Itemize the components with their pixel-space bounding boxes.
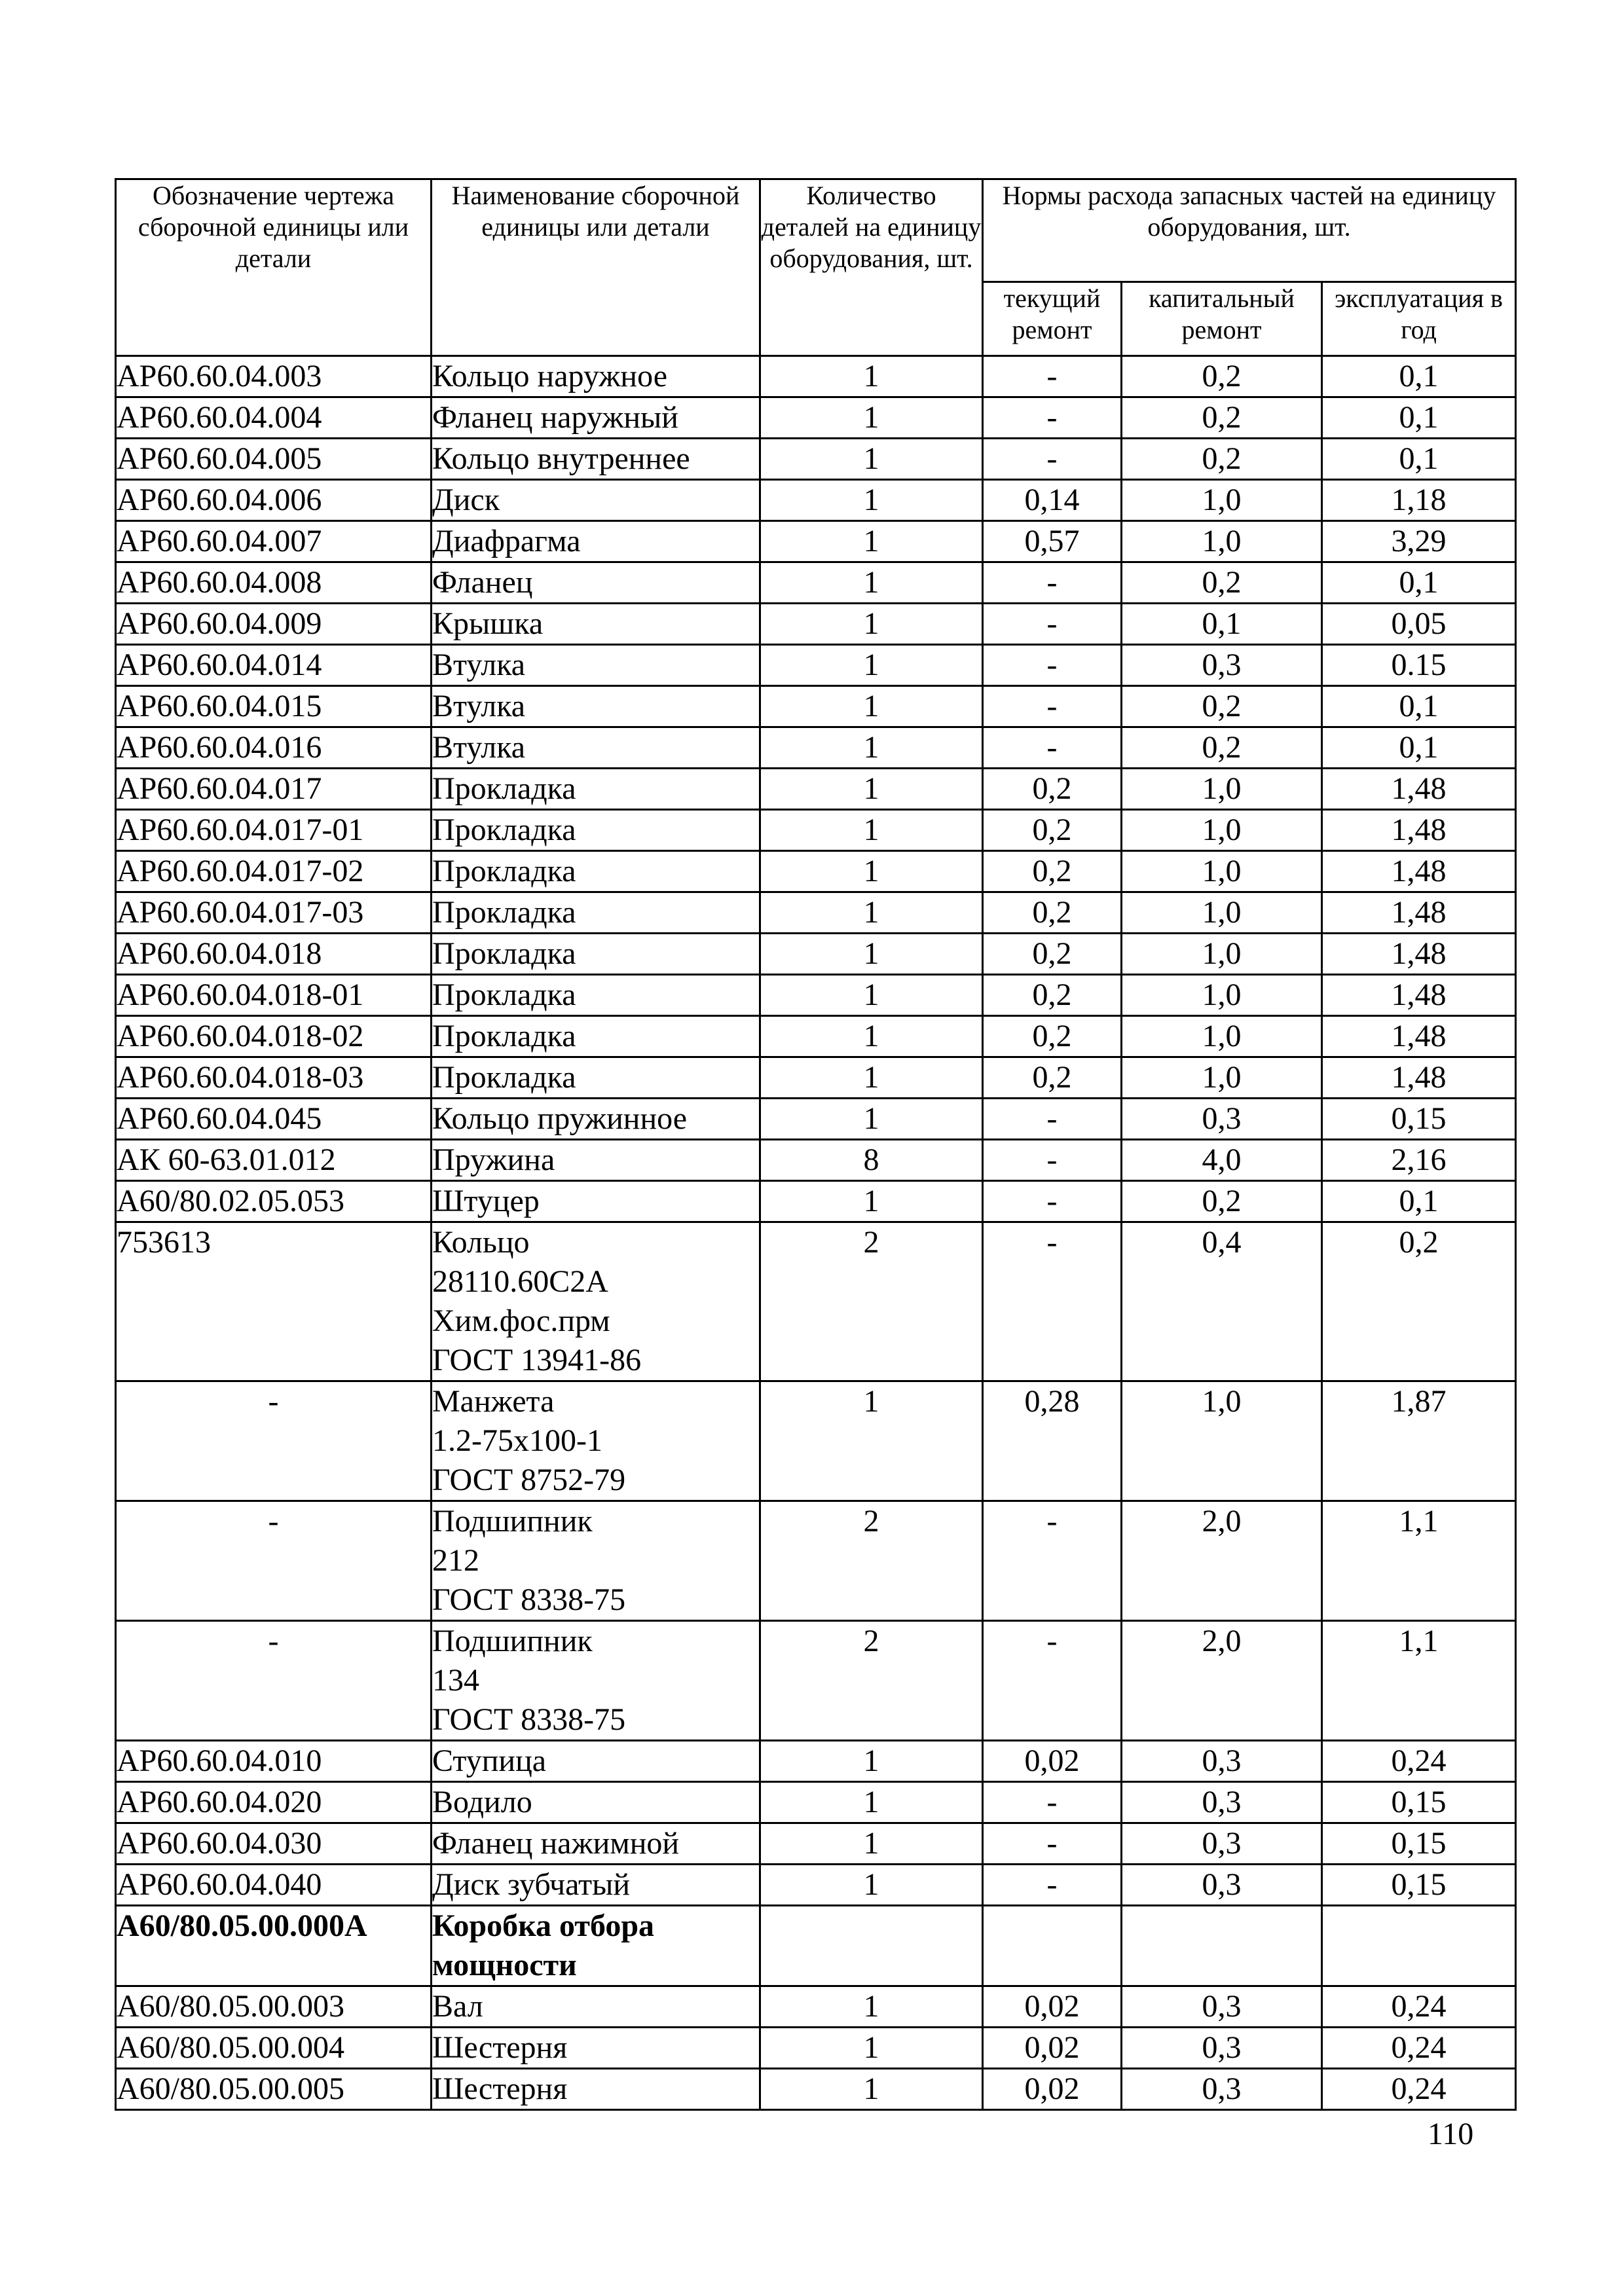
table-row: [116, 1057, 1516, 1099]
cell-quantity: 1: [760, 2028, 983, 2069]
cell-drawing-designation: А60/80.05.00.003: [116, 1986, 432, 2028]
cell-capital-repair: 1,0: [1122, 521, 1322, 562]
header-operation-per-year: эксплуатация в год: [1322, 282, 1516, 356]
cell-drawing-designation: АР60.60.04.010: [116, 1741, 432, 1782]
cell-operation-per-year: 1,48: [1322, 975, 1516, 1016]
cell-current-repair: 0,02: [983, 1986, 1122, 2028]
cell-capital-repair: 1,0: [1122, 1381, 1322, 1501]
cell-drawing-designation: АР60.60.04.003: [116, 356, 432, 397]
cell-unit-name-line: мощности: [432, 1948, 577, 1982]
cell-drawing-designation: -: [116, 1381, 432, 1501]
cell-operation-per-year: 0,15: [1322, 1099, 1516, 1140]
cell-drawing-designation: АР60.60.04.017-03: [116, 892, 432, 934]
cell-drawing-designation: АР60.60.04.015: [116, 686, 432, 727]
cell-capital-repair: 1,0: [1122, 480, 1322, 521]
cell-capital-repair: 1,0: [1122, 810, 1322, 851]
table-row: [116, 892, 1516, 934]
cell-unit-name: Диск зубчатый: [432, 1865, 760, 1906]
cell-operation-per-year: 0,2: [1322, 1222, 1516, 1381]
cell-unit-name-line: 1.2-75х100-1: [432, 1423, 602, 1458]
cell-quantity: 2: [760, 1222, 983, 1381]
table-row: [116, 1381, 1516, 1501]
cell-operation-per-year: 1,87: [1322, 1381, 1516, 1501]
cell-quantity: 2: [760, 1501, 983, 1621]
cell-current-repair: -: [983, 562, 1122, 604]
cell-unit-name: Прокладка: [432, 892, 760, 934]
cell-drawing-designation: АР60.60.04.018-02: [116, 1016, 432, 1057]
cell-operation-per-year: 0,1: [1322, 686, 1516, 727]
cell-capital-repair: 0,4: [1122, 1222, 1322, 1381]
cell-unit-name: Прокладка: [432, 810, 760, 851]
cell-capital-repair: 2,0: [1122, 1621, 1322, 1741]
cell-current-repair: -: [983, 1222, 1122, 1381]
cell-unit-name: [432, 1222, 760, 1381]
cell-operation-per-year: 0,15: [1322, 1865, 1516, 1906]
header-quantity: Количество деталей на единицу оборудования, шт.: [760, 179, 983, 356]
header-current-repair: текущий ремонт: [983, 282, 1122, 356]
header-capital-repair: капитальный ремонт: [1122, 282, 1322, 356]
cell-current-repair: -: [983, 356, 1122, 397]
cell-current-repair: 0,14: [983, 480, 1122, 521]
cell-unit-name: Прокладка: [432, 1016, 760, 1057]
cell-capital-repair: 1,0: [1122, 892, 1322, 934]
table-row: [116, 1741, 1516, 1782]
cell-quantity: 1: [760, 727, 983, 769]
cell-operation-per-year: 1,1: [1322, 1501, 1516, 1621]
cell-quantity: 1: [760, 1782, 983, 1823]
cell-unit-name-line: ГОСТ 13941-86: [432, 1343, 642, 1377]
cell-current-repair: [983, 1906, 1122, 1986]
cell-drawing-designation: АР60.60.04.008: [116, 562, 432, 604]
cell-current-repair: 0,2: [983, 1057, 1122, 1099]
cell-operation-per-year: 0,24: [1322, 2069, 1516, 2110]
table-row: [116, 1181, 1516, 1222]
cell-quantity: 1: [760, 521, 983, 562]
cell-unit-name: Прокладка: [432, 851, 760, 892]
cell-unit-name: Диск: [432, 480, 760, 521]
cell-capital-repair: 0,3: [1122, 1741, 1322, 1782]
cell-drawing-designation: АР60.60.04.017-02: [116, 851, 432, 892]
cell-quantity: [760, 1906, 983, 1986]
cell-capital-repair: 0,1: [1122, 604, 1322, 645]
cell-unit-name: Кольцо пружинное: [432, 1099, 760, 1140]
table-row: [116, 2028, 1516, 2069]
cell-operation-per-year: 1,18: [1322, 480, 1516, 521]
cell-drawing-designation: АР60.60.04.007: [116, 521, 432, 562]
cell-quantity: 1: [760, 1741, 983, 1782]
cell-unit-name-line: Хим.фос.прм: [432, 1303, 610, 1338]
header-consumption-norms: Нормы расхода запасных частей на единицу оборудования, шт.: [983, 179, 1516, 282]
cell-operation-per-year: 1,48: [1322, 934, 1516, 975]
cell-unit-name: [432, 1381, 760, 1501]
table-body: [116, 356, 1516, 2110]
cell-current-repair: 0,2: [983, 934, 1122, 975]
table-row: [116, 356, 1516, 397]
cell-quantity: 1: [760, 1865, 983, 1906]
table-row: [116, 1865, 1516, 1906]
table-row: [116, 1099, 1516, 1140]
cell-unit-name: Кольцо наружное: [432, 356, 760, 397]
table-row: [116, 1782, 1516, 1823]
table-row: [116, 727, 1516, 769]
cell-quantity: 1: [760, 686, 983, 727]
cell-capital-repair: 0,3: [1122, 2069, 1322, 2110]
cell-current-repair: -: [983, 397, 1122, 439]
cell-operation-per-year: 0.15: [1322, 645, 1516, 686]
cell-current-repair: 0,2: [983, 851, 1122, 892]
cell-quantity: 1: [760, 1016, 983, 1057]
cell-unit-name: [432, 1501, 760, 1621]
cell-quantity: 1: [760, 975, 983, 1016]
cell-current-repair: -: [983, 1181, 1122, 1222]
header-drawing-designation: Обозначение чертежа сборочной единицы или детали: [116, 179, 432, 356]
cell-current-repair: -: [983, 1865, 1122, 1906]
cell-unit-name-line: Манжета: [432, 1384, 555, 1419]
cell-drawing-designation: А60/80.05.00.005: [116, 2069, 432, 2110]
cell-unit-name: Шестерня: [432, 2028, 760, 2069]
cell-quantity: 1: [760, 2069, 983, 2110]
cell-current-repair: 0,2: [983, 975, 1122, 1016]
cell-capital-repair: 0,3: [1122, 1782, 1322, 1823]
cell-unit-name-line: Коробка отбора: [432, 1908, 655, 1943]
cell-quantity: 1: [760, 1823, 983, 1865]
table-row: [116, 2069, 1516, 2110]
cell-capital-repair: 1,0: [1122, 851, 1322, 892]
cell-operation-per-year: 1,48: [1322, 769, 1516, 810]
cell-capital-repair: 1,0: [1122, 1016, 1322, 1057]
cell-quantity: 1: [760, 769, 983, 810]
cell-quantity: 1: [760, 1986, 983, 2028]
cell-capital-repair: 1,0: [1122, 1057, 1322, 1099]
table-row: [116, 851, 1516, 892]
cell-current-repair: -: [983, 1823, 1122, 1865]
cell-unit-name-line: 134: [432, 1663, 479, 1698]
cell-current-repair: 0,2: [983, 769, 1122, 810]
table-row: [116, 1222, 1516, 1381]
cell-quantity: 1: [760, 1099, 983, 1140]
cell-operation-per-year: 0,15: [1322, 1823, 1516, 1865]
cell-operation-per-year: 0,1: [1322, 356, 1516, 397]
cell-drawing-designation: АР60.60.04.016: [116, 727, 432, 769]
cell-operation-per-year: 1,48: [1322, 1016, 1516, 1057]
cell-current-repair: -: [983, 686, 1122, 727]
cell-capital-repair: 2,0: [1122, 1501, 1322, 1621]
cell-capital-repair: 0,3: [1122, 1099, 1322, 1140]
cell-current-repair: 0,02: [983, 2069, 1122, 2110]
cell-capital-repair: 0,3: [1122, 1823, 1322, 1865]
cell-unit-name: [432, 1621, 760, 1741]
cell-current-repair: 0,02: [983, 1741, 1122, 1782]
cell-drawing-designation: -: [116, 1501, 432, 1621]
cell-current-repair: -: [983, 1782, 1122, 1823]
cell-current-repair: -: [983, 1099, 1122, 1140]
cell-unit-name-line: 28110.60С2А: [432, 1264, 608, 1299]
table-row: [116, 1906, 1516, 1986]
cell-operation-per-year: 0,24: [1322, 1986, 1516, 2028]
cell-current-repair: 0,02: [983, 2028, 1122, 2069]
cell-operation-per-year: 1,48: [1322, 1057, 1516, 1099]
cell-current-repair: 0,2: [983, 1016, 1122, 1057]
table-row: [116, 1621, 1516, 1741]
cell-drawing-designation: АР60.60.04.018-03: [116, 1057, 432, 1099]
table-row: [116, 769, 1516, 810]
cell-operation-per-year: 0,1: [1322, 727, 1516, 769]
cell-capital-repair: 0,2: [1122, 1181, 1322, 1222]
cell-drawing-designation: АР60.60.04.004: [116, 397, 432, 439]
cell-drawing-designation: АР60.60.04.017: [116, 769, 432, 810]
cell-quantity: 1: [760, 1381, 983, 1501]
table-row: [116, 1016, 1516, 1057]
cell-current-repair: 0,2: [983, 810, 1122, 851]
cell-unit-name-line: Кольцо: [432, 1225, 530, 1260]
table-row: [116, 934, 1516, 975]
cell-operation-per-year: 2,16: [1322, 1140, 1516, 1181]
table-row: [116, 1986, 1516, 2028]
cell-unit-name: Втулка: [432, 686, 760, 727]
table-row: [116, 1501, 1516, 1621]
cell-operation-per-year: 1,48: [1322, 892, 1516, 934]
cell-capital-repair: 4,0: [1122, 1140, 1322, 1181]
cell-capital-repair: 0,2: [1122, 686, 1322, 727]
cell-current-repair: -: [983, 1621, 1122, 1741]
cell-current-repair: -: [983, 645, 1122, 686]
cell-current-repair: 0,57: [983, 521, 1122, 562]
cell-unit-name: Прокладка: [432, 1057, 760, 1099]
spare-parts-table: [115, 178, 1517, 2111]
cell-quantity: 1: [760, 892, 983, 934]
cell-unit-name: Вал: [432, 1986, 760, 2028]
cell-capital-repair: 0,2: [1122, 727, 1322, 769]
cell-operation-per-year: 0,24: [1322, 1741, 1516, 1782]
cell-current-repair: -: [983, 1140, 1122, 1181]
cell-quantity: 1: [760, 356, 983, 397]
cell-current-repair: 0,2: [983, 892, 1122, 934]
table-row: [116, 810, 1516, 851]
cell-current-repair: -: [983, 727, 1122, 769]
cell-unit-name: Фланец наружный: [432, 397, 760, 439]
cell-drawing-designation: АР60.60.04.020: [116, 1782, 432, 1823]
cell-operation-per-year: 1,1: [1322, 1621, 1516, 1741]
cell-quantity: 1: [760, 645, 983, 686]
cell-quantity: 1: [760, 397, 983, 439]
cell-quantity: 1: [760, 1181, 983, 1222]
cell-unit-name: Втулка: [432, 645, 760, 686]
cell-capital-repair: [1122, 1906, 1322, 1986]
cell-unit-name: [432, 1906, 760, 1986]
cell-operation-per-year: 3,29: [1322, 521, 1516, 562]
cell-quantity: 1: [760, 480, 983, 521]
table-row: [116, 480, 1516, 521]
cell-quantity: 1: [760, 934, 983, 975]
cell-capital-repair: 0,3: [1122, 1986, 1322, 2028]
table-row: [116, 604, 1516, 645]
cell-operation-per-year: 0,15: [1322, 1782, 1516, 1823]
cell-drawing-designation: АР60.60.04.005: [116, 439, 432, 480]
cell-capital-repair: 1,0: [1122, 769, 1322, 810]
cell-drawing-designation: 753613: [116, 1222, 432, 1381]
cell-operation-per-year: 1,48: [1322, 810, 1516, 851]
cell-current-repair: -: [983, 439, 1122, 480]
cell-drawing-designation: -: [116, 1621, 432, 1741]
cell-operation-per-year: 0,1: [1322, 439, 1516, 480]
cell-quantity: 1: [760, 810, 983, 851]
cell-capital-repair: 0,2: [1122, 439, 1322, 480]
page-number: 110: [1428, 2117, 1474, 2151]
cell-drawing-designation: АР60.60.04.009: [116, 604, 432, 645]
cell-quantity: 1: [760, 1057, 983, 1099]
cell-current-repair: -: [983, 604, 1122, 645]
cell-unit-name: Кольцо внутреннее: [432, 439, 760, 480]
cell-quantity: 2: [760, 1621, 983, 1741]
cell-quantity: 1: [760, 604, 983, 645]
cell-drawing-designation: АР60.60.04.017-01: [116, 810, 432, 851]
cell-capital-repair: 0,2: [1122, 356, 1322, 397]
cell-operation-per-year: 1,48: [1322, 851, 1516, 892]
cell-unit-name: Фланец нажимной: [432, 1823, 760, 1865]
cell-quantity: 1: [760, 439, 983, 480]
cell-unit-name: Водило: [432, 1782, 760, 1823]
cell-unit-name-line: ГОСТ 8338-75: [432, 1702, 626, 1737]
cell-drawing-designation: А60/80.05.00.004: [116, 2028, 432, 2069]
table-row: [116, 562, 1516, 604]
cell-unit-name: Крышка: [432, 604, 760, 645]
cell-unit-name-line: ГОСТ 8752-79: [432, 1463, 626, 1497]
table-row: [116, 521, 1516, 562]
cell-operation-per-year: [1322, 1906, 1516, 1986]
table-row: [116, 686, 1516, 727]
cell-unit-name: Прокладка: [432, 975, 760, 1016]
cell-quantity: 1: [760, 562, 983, 604]
cell-capital-repair: 0,3: [1122, 645, 1322, 686]
cell-unit-name: Фланец: [432, 562, 760, 604]
cell-current-repair: -: [983, 1501, 1122, 1621]
cell-capital-repair: 1,0: [1122, 975, 1322, 1016]
cell-unit-name-line: Подшипник: [432, 1624, 593, 1658]
cell-current-repair: 0,28: [983, 1381, 1122, 1501]
cell-capital-repair: 0,3: [1122, 2028, 1322, 2069]
cell-unit-name: Ступица: [432, 1741, 760, 1782]
cell-unit-name: Штуцер: [432, 1181, 760, 1222]
table-row: [116, 975, 1516, 1016]
cell-operation-per-year: 0,1: [1322, 562, 1516, 604]
cell-drawing-designation: АК 60-63.01.012: [116, 1140, 432, 1181]
cell-quantity: 8: [760, 1140, 983, 1181]
cell-unit-name: Пружина: [432, 1140, 760, 1181]
cell-operation-per-year: 0,1: [1322, 1181, 1516, 1222]
cell-drawing-designation: АР60.60.04.018-01: [116, 975, 432, 1016]
table-row: [116, 439, 1516, 480]
table-row: [116, 1823, 1516, 1865]
cell-operation-per-year: 0,05: [1322, 604, 1516, 645]
cell-quantity: 1: [760, 851, 983, 892]
header-unit-name: Наименование сборочной единицы или детали: [432, 179, 760, 356]
table-row: [116, 397, 1516, 439]
cell-unit-name: Прокладка: [432, 769, 760, 810]
cell-drawing-designation: АР60.60.04.014: [116, 645, 432, 686]
cell-drawing-designation: АР60.60.04.045: [116, 1099, 432, 1140]
cell-capital-repair: 0,3: [1122, 1865, 1322, 1906]
cell-operation-per-year: 0,1: [1322, 397, 1516, 439]
cell-capital-repair: 0,2: [1122, 397, 1322, 439]
table-row: [116, 1140, 1516, 1181]
cell-unit-name: Диафрагма: [432, 521, 760, 562]
cell-unit-name: Прокладка: [432, 934, 760, 975]
cell-drawing-designation: АР60.60.04.006: [116, 480, 432, 521]
cell-unit-name: Втулка: [432, 727, 760, 769]
cell-operation-per-year: 0,24: [1322, 2028, 1516, 2069]
cell-capital-repair: 1,0: [1122, 934, 1322, 975]
cell-drawing-designation: А60/80.02.05.053: [116, 1181, 432, 1222]
cell-unit-name-line: 212: [432, 1543, 479, 1578]
cell-unit-name: Шестерня: [432, 2069, 760, 2110]
cell-drawing-designation: А60/80.05.00.000А: [116, 1906, 432, 1986]
cell-capital-repair: 0,2: [1122, 562, 1322, 604]
table-row: [116, 645, 1516, 686]
cell-drawing-designation: АР60.60.04.040: [116, 1865, 432, 1906]
cell-drawing-designation: АР60.60.04.018: [116, 934, 432, 975]
cell-drawing-designation: АР60.60.04.030: [116, 1823, 432, 1865]
cell-unit-name-line: Подшипник: [432, 1504, 593, 1539]
cell-unit-name-line: ГОСТ 8338-75: [432, 1582, 626, 1617]
